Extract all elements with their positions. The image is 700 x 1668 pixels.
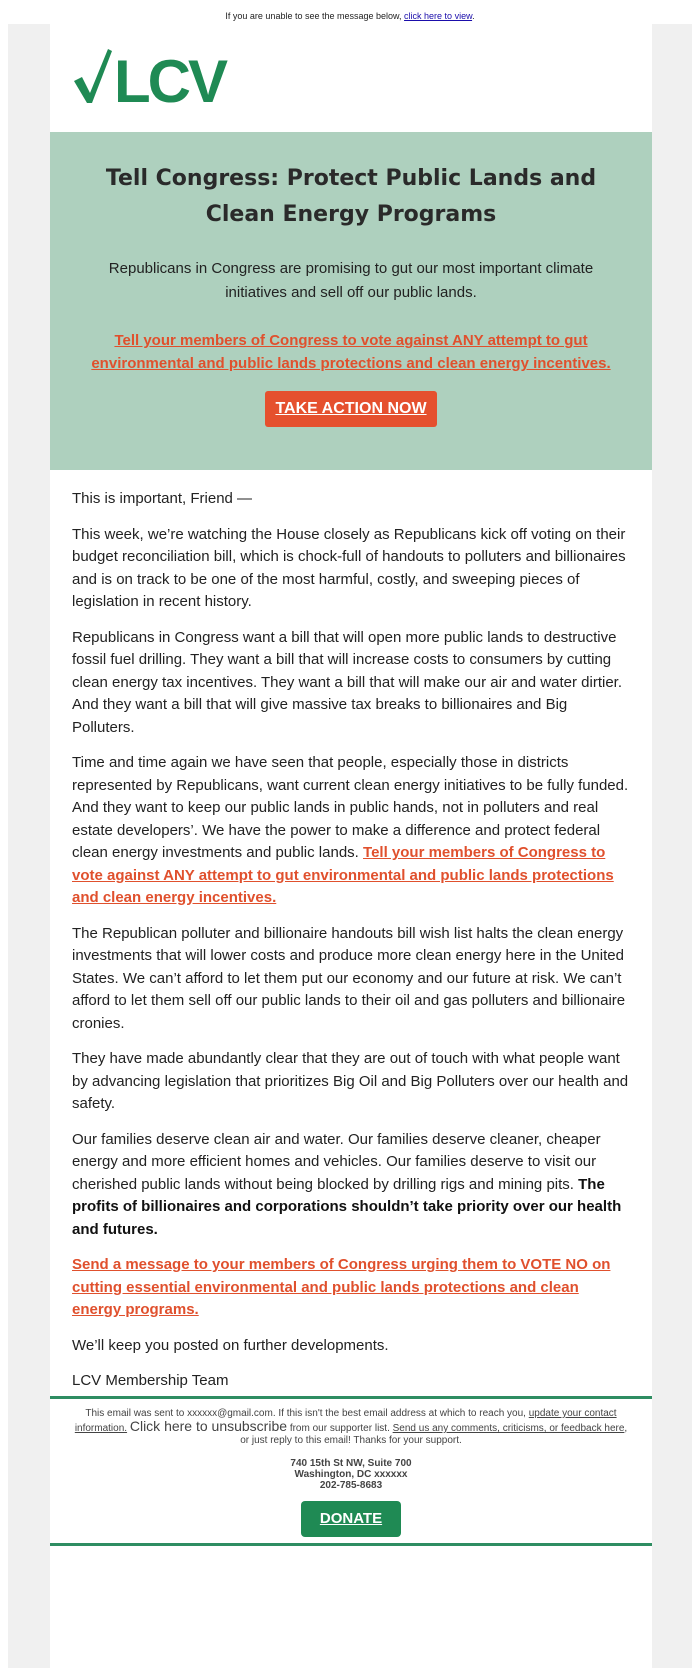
email-body (50, 470, 652, 1393)
email-card (50, 24, 652, 1668)
footer-notice (50, 1408, 652, 1447)
send-message-link[interactable]: Send a message to your members of Congress urging them to VOTE NO on cutting essential environmental and public lands protections and clean energy programs. (72, 1256, 611, 1318)
paragraph-4: The Republican polluter and billionaire handouts bill wish list halts the clean energy investments that will lower costs and produce more clean energy here in the United States. We can’t afford to let them put our economy and our future at risk. We can’t afford to let them sell off our public lands to their oil and gas polluters and billionaire cronies. (72, 924, 626, 1032)
greeting: This is important, Friend — (72, 490, 253, 507)
inline-action-link[interactable]: Tell your members of Congress to vote against ANY attempt to gut environmental and public lands protections and clean energy incentives. (72, 844, 614, 906)
hero-action-link[interactable]: Tell your members of Congress to vote against ANY attempt to gut environmental and public lands protections and clean energy incentives. (91, 332, 611, 372)
update-contact-link[interactable]: update your contact information. (74, 1408, 617, 1434)
paragraph-2: Republicans in Congress want a bill that will open more public lands to destructive fossil fuel drilling. They want a bill that will increase costs to consumers by cutting clean energy tax incentives. They want a bill that will make our air and water dirtier. And they want a bill that will give massive tax breaks to billionaires and Big Polluters. (72, 628, 622, 736)
feedback-link[interactable]: Send us any comments, criticisms, or feedback here (392, 1423, 625, 1434)
view-in-browser-link[interactable]: click here to view (404, 11, 473, 21)
paragraph-6-bold: The profits of billionaires and corporations shouldn’t take priority over our health and futures. (72, 1175, 622, 1238)
preheader-text: If you are unable to see the message below, (225, 11, 402, 21)
paragraph-5: They have made abundantly clear that they are out of touch with what people want by advancing legislation that prioritizes Big Oil and Big Polluters over our health and safety. (72, 1050, 629, 1112)
paragraph-3 (72, 752, 630, 910)
take-action-button[interactable]: TAKE ACTION NOW (265, 391, 436, 427)
footer-feedback-tail: , or just reply to this email! Thanks for your support. (240, 1423, 628, 1446)
footer-sent-to: This email was sent to xxxxxx@gmail.com. If this isn't the best email address at which to reach you, (85, 1408, 526, 1419)
lcv-logo[interactable] (74, 47, 225, 115)
mailing-address (50, 1458, 652, 1491)
logo-text: LCV (114, 48, 225, 115)
paragraph-8: We’ll keep you posted on further developments. (72, 1336, 389, 1354)
hero-section (50, 132, 652, 470)
paragraph-3-text: Time and time again we have seen that people, especially those in districts represented by Republicans, want current clean energy initiatives to be fully funded. And they want to keep our public lands in public hands, not in polluters and real estate developers’. We have the power to make a difference and protect federal clean energy investments and public lands. (72, 754, 629, 861)
footer (50, 1396, 652, 1546)
preheader-period: . (472, 11, 475, 21)
preheader (0, 0, 700, 24)
header-logo-area (50, 24, 652, 132)
unsubscribe-link[interactable]: Click here to unsubscribe (129, 1418, 288, 1434)
paragraph-1: This week, we’re watching the House closely as Republicans kick off voting on their budget reconciliation bill, which is chock-full of handouts to polluters and billionaires and is on track to be one of the most harmful, costly, and sweeping pieces of legislation in recent history. (72, 525, 626, 610)
paragraph-7 (72, 1254, 630, 1322)
checkmark-icon (74, 49, 112, 103)
hero-title: Tell Congress: Protect Public Lands and Clean Energy Programs (105, 166, 597, 227)
address-line-2: Washington, DC xxxxxx (294, 1469, 408, 1480)
signature: LCV Membership Team (72, 1372, 229, 1389)
phone-number: 202-785-8683 (319, 1480, 383, 1491)
paragraph-6-text: Our families deserve clean air and water. Our families deserve cleaner, cheaper energy and more efficient homes and vehicles. Our families deserve to visit our cherished public lands without being blocked by drilling rigs and mining pits. (72, 1130, 601, 1193)
hero-subtitle: Republicans in Congress are promising to gut our most important climate initiatives and sell off our public lands. (108, 260, 594, 301)
address-line-1: 740 15th St NW, Suite 700 (290, 1458, 412, 1469)
footer-from-list: from our supporter list. (289, 1423, 390, 1434)
email-background (8, 24, 692, 1668)
paragraph-6 (72, 1129, 630, 1242)
donate-button[interactable]: DONATE (301, 1501, 401, 1537)
